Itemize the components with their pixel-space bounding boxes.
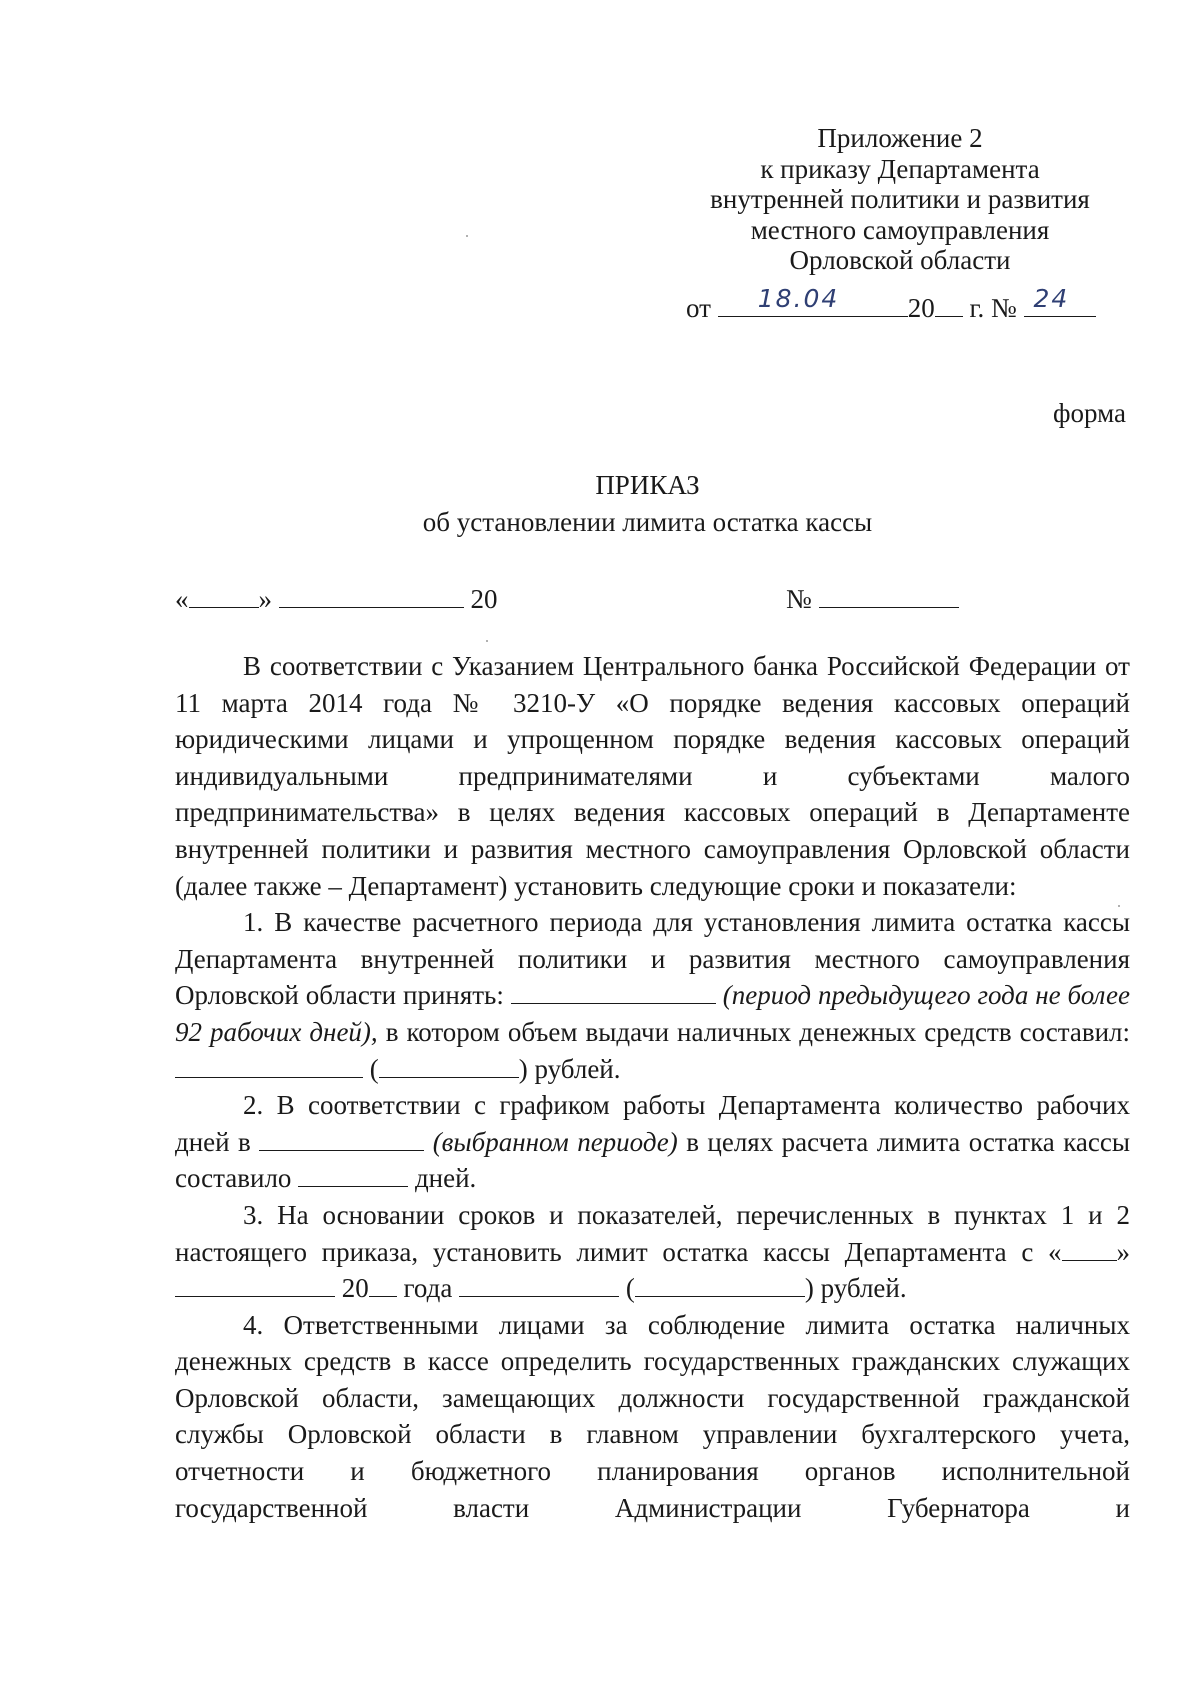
- year-text: 20: [907, 293, 935, 323]
- appendix-line-1: Приложение 2: [817, 123, 983, 153]
- open-quote: «: [175, 584, 189, 614]
- scan-speck: [466, 235, 468, 237]
- form-label: форма: [1053, 398, 1126, 428]
- document-subtitle: об установлении лимита остатка кассы: [422, 507, 873, 537]
- date-prefix: от: [686, 293, 711, 323]
- order-number-blank: [819, 583, 959, 608]
- item-1-text-b: в котором объем выдачи наличных денежных средств составил:: [385, 1016, 1131, 1047]
- appendix-block: [690, 123, 1110, 276]
- appendix-date-line: [686, 284, 1096, 323]
- item-3-text-e: ) рублей.: [804, 1273, 907, 1304]
- item-3-close-quote: »: [1116, 1236, 1130, 1267]
- date-blank: [718, 284, 908, 317]
- item-3-year: 20: [341, 1273, 369, 1304]
- intro-paragraph: В соответствии с Указанием Центрального банка Российской Федерации от 11 марта 2014 года № 3210-У «О порядке ведения кассовых операций юридическими лицами и упрощенном порядке ведения кассовых операций индивидуальными предпринимателями и субъектами малого предпринимательства» в целях ведения кассовых операций в Департаменте внутренней политики и развития местного самоуправления Орловской области (далее также – Департамент) установить следующие сроки и показатели:: [175, 651, 1130, 901]
- order-date-line: [175, 583, 498, 614]
- appendix-line-3: внутренней политики и развития: [710, 184, 1090, 214]
- year-blank: [935, 292, 963, 317]
- number-blank: [1024, 284, 1096, 317]
- item-2-paragraph: [175, 1087, 1130, 1197]
- item-3-text-a: 3. На основании сроков и показателей, перечисленных в пунктах 1 и 2 настоящего приказа, установить лимит остатка кассы Департамента с «: [175, 1199, 1130, 1267]
- day-blank: [189, 583, 259, 608]
- amount-blank: [175, 1055, 363, 1078]
- appendix-line-2: к приказу Департамента: [760, 153, 1040, 184]
- handwritten-date: 18.04: [757, 284, 840, 313]
- document-title: ПРИКАЗ: [595, 470, 700, 500]
- handwritten-number: 24: [1033, 284, 1070, 313]
- item-2-text-b: в целях расчета лимита остатка кассы составило: [175, 1126, 1130, 1194]
- close-quote: »: [258, 584, 272, 614]
- item-3-paragraph: 3. На основании сроков и показателей, перечисленных в пунктах 1 и 2 настоящего приказа, установить лимит остатка кассы Департамента с « » 20 года ( ) рублей.: [175, 1199, 1130, 1304]
- workdays-period-blank: [259, 1128, 424, 1151]
- order-number-sign: №: [786, 584, 812, 614]
- scan-speck: [1118, 905, 1120, 907]
- order-year: 20: [470, 584, 498, 614]
- item-1-period-hint: (период предыдущего года не более 92 рабочих дней),: [175, 980, 1131, 1047]
- item-2-text-a: 2. В соответствии с графиком работы Департамента количество рабочих дней в: [175, 1090, 1130, 1157]
- days-count-blank: [298, 1164, 408, 1187]
- item-1-text-a: 1. В качестве расчетного периода для установления лимита остатка кассы Департамента внутренней политики и развития местного самоуправления Орловской области принять:: [175, 907, 1130, 1011]
- appendix-line-5: Орловской области: [789, 245, 1011, 275]
- item-1-paragraph: 1. В качестве расчетного периода для установления лимита остатка кассы Департамента внутренней политики и развития местного самоуправления Орловской области принять: (период предыдущего года не более 92 рабочих дней), в котором объем выдачи наличных денежных средств составил: ( ) рублей.: [175, 907, 1131, 1084]
- order-number-line: [786, 583, 959, 614]
- limit-day-blank: [1062, 1238, 1117, 1261]
- appendix-line-4: местного самоуправления: [750, 214, 1050, 245]
- period-blank: [511, 981, 716, 1004]
- item-3-year-word: года: [403, 1273, 453, 1304]
- limit-month-blank: [175, 1274, 335, 1297]
- limit-amount-blank: [459, 1274, 619, 1297]
- month-blank: [279, 583, 464, 608]
- limit-amount-words-blank: [635, 1274, 805, 1297]
- document-body: [175, 648, 1130, 1526]
- item-2-period-hint: (выбранном периоде): [432, 1126, 678, 1157]
- number-label: г. №: [969, 293, 1017, 323]
- item-2-text-c: дней.: [414, 1163, 477, 1194]
- amount-words-blank: [379, 1055, 519, 1078]
- scan-speck: [486, 640, 488, 642]
- item-4-paragraph: 4. Ответственными лицами за соблюдение лимита остатка наличных денежных средств в кассе определить государственных гражданских служащих Орловской области, замещающих должности государственной гражданской службы Орловской области в главном управлении бухгалтерского учета, отчетности и бюджетного планирования органов исполнительной государственной власти Администрации Губернатора и: [175, 1309, 1130, 1523]
- item-1-text-c: ) рублей.: [518, 1053, 621, 1084]
- limit-year-blank: [369, 1274, 397, 1297]
